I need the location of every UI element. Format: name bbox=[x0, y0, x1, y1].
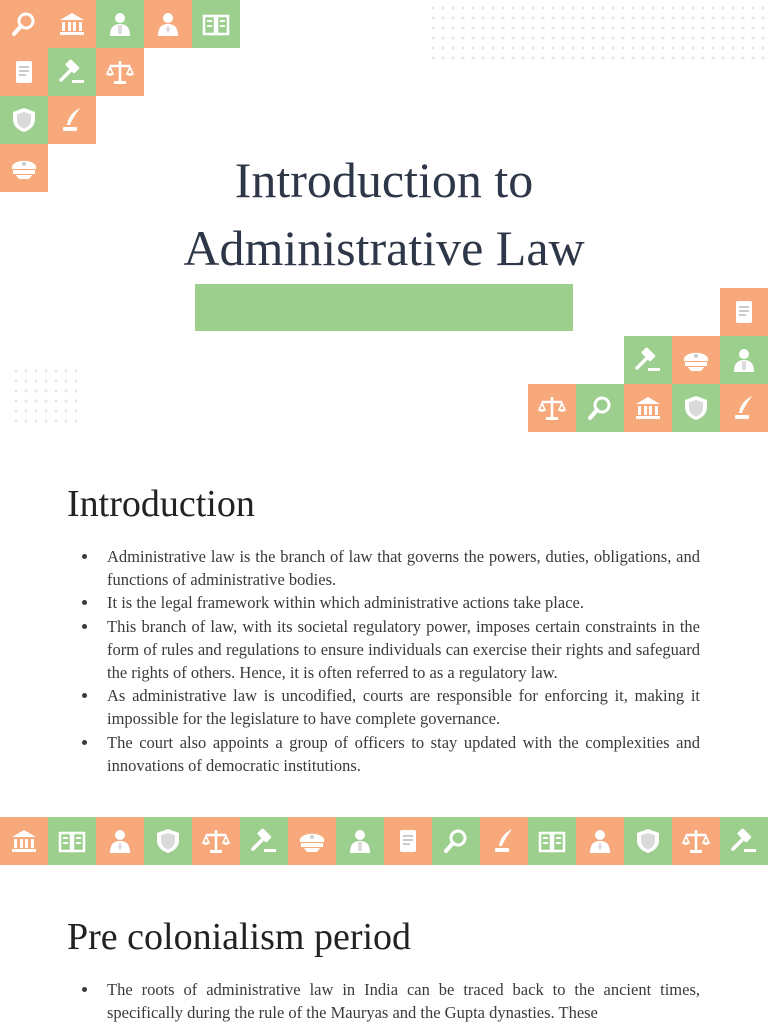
shield-icon bbox=[682, 394, 710, 422]
scales-icon bbox=[202, 827, 230, 855]
gavel-icon bbox=[58, 58, 86, 86]
decor-tile bbox=[720, 817, 768, 865]
decor-tile bbox=[0, 48, 48, 96]
decor-tile bbox=[336, 817, 384, 865]
list-item: This branch of law, with its societal regulatory power, imposes certain constraints in the form of rules and regulations to ensure individuals can exercise their rights and safeguard the rights of others. Hence, it is often referred to as a regulatory law. bbox=[67, 615, 700, 685]
scales-icon bbox=[682, 827, 710, 855]
decor-tile bbox=[96, 0, 144, 48]
decor-tile bbox=[624, 336, 672, 384]
decor-tile bbox=[576, 384, 624, 432]
decor-tile bbox=[0, 96, 48, 144]
list-item: As administrative law is uncodified, courts are responsible for enforcing it, making it impossible for the legislature to have complete governance. bbox=[67, 684, 700, 730]
decor-tile bbox=[192, 0, 240, 48]
title-line-1: Introduction to bbox=[234, 152, 534, 208]
document-icon bbox=[730, 298, 758, 326]
decor-tile bbox=[672, 384, 720, 432]
list-item: Administrative law is the branch of law that governs the powers, duties, obligations, and functions of administrative bodies. bbox=[67, 545, 700, 591]
title-line-2: Administrative Law bbox=[183, 220, 585, 276]
decor-tile bbox=[48, 96, 96, 144]
decor-tile bbox=[528, 384, 576, 432]
scales-icon bbox=[538, 394, 566, 422]
intro-bullet-list bbox=[67, 545, 700, 777]
judge-icon bbox=[106, 10, 134, 38]
document-icon bbox=[10, 58, 38, 86]
dot-pattern-top bbox=[428, 3, 768, 65]
judge-icon bbox=[346, 827, 374, 855]
decor-tile bbox=[96, 817, 144, 865]
shield-icon bbox=[10, 106, 38, 134]
judge-icon bbox=[730, 346, 758, 374]
page-title bbox=[0, 146, 768, 282]
courthouse-icon bbox=[634, 394, 662, 422]
decor-tile bbox=[720, 384, 768, 432]
decor-tile bbox=[720, 336, 768, 384]
scales-icon bbox=[106, 58, 134, 86]
decor-tile bbox=[720, 288, 768, 336]
decor-tile bbox=[480, 817, 528, 865]
gavel-icon bbox=[634, 346, 662, 374]
police-cap-icon bbox=[682, 346, 710, 374]
pre-colonial-bullet-list bbox=[67, 978, 700, 1024]
decor-tile bbox=[624, 817, 672, 865]
decor-tile bbox=[624, 384, 672, 432]
lawyer-icon bbox=[106, 827, 134, 855]
decor-tile bbox=[288, 817, 336, 865]
title-accent-bar bbox=[195, 284, 573, 331]
decor-tile bbox=[0, 817, 48, 865]
police-cap-icon bbox=[298, 827, 326, 855]
quill-icon bbox=[730, 394, 758, 422]
quill-icon bbox=[58, 106, 86, 134]
lawyer-icon bbox=[154, 10, 182, 38]
decor-tile bbox=[48, 817, 96, 865]
pre-colonial-heading: Pre colonialism period bbox=[67, 916, 412, 958]
law-book-icon bbox=[58, 827, 86, 855]
magnifier-icon bbox=[586, 394, 614, 422]
decor-tile bbox=[672, 817, 720, 865]
decor-tile bbox=[384, 817, 432, 865]
gavel-icon bbox=[250, 827, 278, 855]
decor-tile bbox=[144, 0, 192, 48]
decor-tile bbox=[144, 817, 192, 865]
decor-tile bbox=[0, 0, 48, 48]
courthouse-icon bbox=[58, 10, 86, 38]
decor-tile bbox=[96, 48, 144, 96]
list-item: The court also appoints a group of officers to stay updated with the complexities and innovations of democratic institutions. bbox=[67, 731, 700, 777]
quill-icon bbox=[490, 827, 518, 855]
decor-tile bbox=[528, 817, 576, 865]
decor-tile bbox=[240, 817, 288, 865]
intro-heading: Introduction bbox=[67, 483, 255, 525]
list-item: It is the legal framework within which administrative actions take place. bbox=[67, 591, 700, 614]
courthouse-icon bbox=[10, 827, 38, 855]
dot-pattern-left bbox=[11, 366, 77, 430]
law-book-icon bbox=[538, 827, 566, 855]
law-book-icon bbox=[202, 10, 230, 38]
magnifier-icon bbox=[10, 10, 38, 38]
decor-tile bbox=[432, 817, 480, 865]
shield-icon bbox=[634, 827, 662, 855]
list-item: The roots of administrative law in India can be traced back to the ancient times, specifically during the rule of the Mauryas and the Gupta dynasties. These bbox=[67, 978, 700, 1024]
lawyer-icon bbox=[586, 827, 614, 855]
decor-tile bbox=[192, 817, 240, 865]
shield-icon bbox=[154, 827, 182, 855]
document-icon bbox=[394, 827, 422, 855]
decor-tile bbox=[48, 0, 96, 48]
decor-tile bbox=[576, 817, 624, 865]
magnifier-icon bbox=[442, 827, 470, 855]
decor-tile bbox=[48, 48, 96, 96]
decor-tile bbox=[672, 336, 720, 384]
gavel-icon bbox=[730, 827, 758, 855]
